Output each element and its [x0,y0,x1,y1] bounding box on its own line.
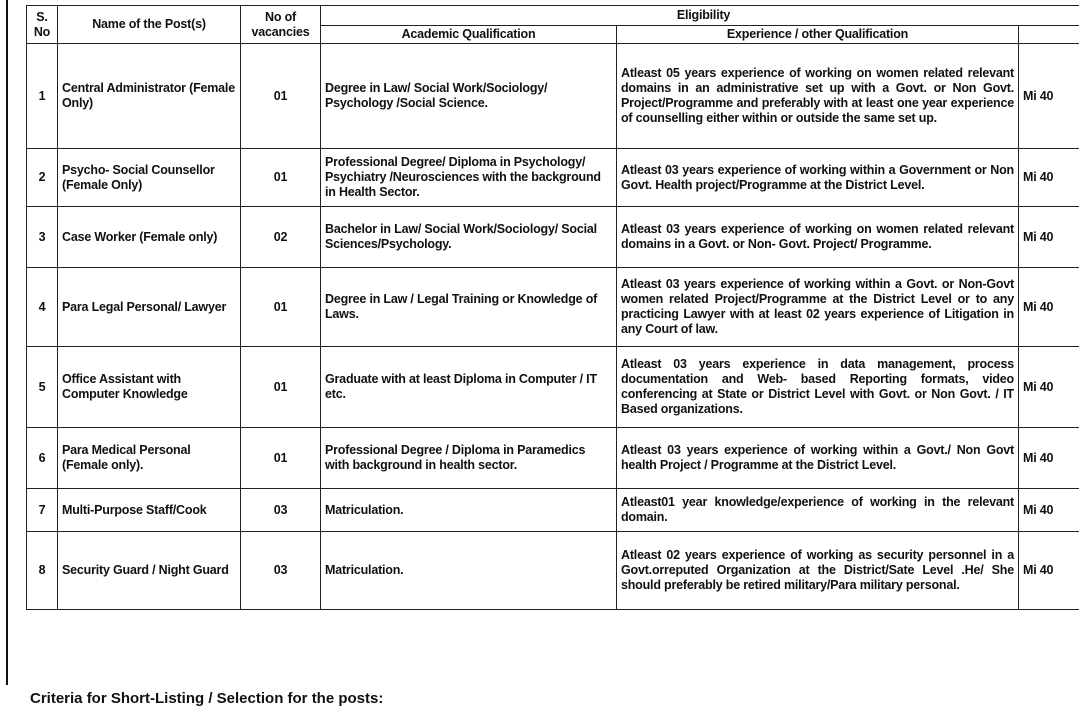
cell-vacancies: 01 [241,428,321,489]
cell-sno: 3 [27,207,58,268]
header-row [27,6,1079,26]
cell-experience: Atleast 05 years experience of working on women related relevant domains in an administrative set up with a Govt. or Non Govt. Project/Programme and preferably with at least one year experience of counselling either within or outside the same set up. [617,44,1019,149]
cell-academic: Professional Degree / Diploma in Paramedics with background in health sector. [321,428,617,489]
cell-age: Mi 40 [1019,489,1079,532]
cell-vacancies: 01 [241,44,321,149]
cell-academic: Degree in Law/ Social Work/Sociology/ Psychology /Social Science. [321,44,617,149]
cell-sno: 8 [27,532,58,610]
cell-academic: Degree in Law / Legal Training or Knowledge of Laws. [321,268,617,347]
cell-vacancies: 01 [241,149,321,207]
header-post-name: Name of the Post(s) [58,6,241,44]
cell-academic: Matriculation. [321,532,617,610]
cell-vacancies: 01 [241,268,321,347]
cell-age: Mi 40 [1019,347,1079,428]
cell-post: Psycho- Social Counsellor (Female Only) [58,149,241,207]
cell-experience: Atleast 03 years experience in data management, process documentation and Web- based Reporting formats, video conferencing at State or District Level with Govt. or Non Govt. / IT Based organizations. [617,347,1019,428]
cell-post: Security Guard / Night Guard [58,532,241,610]
table-row [27,532,1079,610]
cell-post: Multi-Purpose Staff/Cook [58,489,241,532]
table-row [27,207,1079,268]
cell-post: Central Administrator (Female Only) [58,44,241,149]
cell-sno: 7 [27,489,58,532]
cell-vacancies: 03 [241,532,321,610]
cell-post: Case Worker (Female only) [58,207,241,268]
header-academic: Academic Qualification [321,25,617,44]
cell-age: Mi 40 [1019,44,1079,149]
cell-experience: Atleast01 year knowledge/experience of working in the relevant domain. [617,489,1019,532]
cell-post: Para Medical Personal (Female only). [58,428,241,489]
table-row [27,489,1079,532]
criteria-heading: Criteria for Short-Listing / Selection for the posts: [30,690,384,707]
cell-vacancies: 02 [241,207,321,268]
cell-age: Mi 40 [1019,532,1079,610]
cell-experience: Atleast 03 years experience of working on women related relevant domains in a Govt. or Non- Govt. Project/ Programme. [617,207,1019,268]
cell-academic: Bachelor in Law/ Social Work/Sociology/ Social Sciences/Psychology. [321,207,617,268]
cell-experience: Atleast 03 years experience of working within a Govt./ Non Govt health Project / Programme at the District Level. [617,428,1019,489]
cell-age: Mi 40 [1019,207,1079,268]
posts-table [26,5,1079,610]
cell-sno: 4 [27,268,58,347]
cell-age: Mi 40 [1019,268,1079,347]
cell-academic: Graduate with at least Diploma in Computer / IT etc. [321,347,617,428]
page-border-line [6,0,8,685]
table-row [27,268,1079,347]
table-row [27,44,1079,149]
header-sno: S. No [27,6,58,44]
table-row [27,347,1079,428]
cell-age: Mi 40 [1019,149,1079,207]
cell-sno: 1 [27,44,58,149]
cell-sno: 5 [27,347,58,428]
header-eligibility: Eligibility [321,6,1079,26]
header-age [1019,25,1079,44]
table-row [27,428,1079,489]
cell-vacancies: 01 [241,347,321,428]
header-vacancies: No of vacancies [241,6,321,44]
cell-post: Para Legal Personal/ Lawyer [58,268,241,347]
cell-vacancies: 03 [241,489,321,532]
cell-academic: Matriculation. [321,489,617,532]
cell-experience: Atleast 03 years experience of working within a Government or Non Govt. Health project/Programme at the District Level. [617,149,1019,207]
cell-age: Mi 40 [1019,428,1079,489]
cell-sno: 2 [27,149,58,207]
header-experience: Experience / other Qualification [617,25,1019,44]
cell-experience: Atleast 03 years experience of working within a Govt. or Non-Govt women related Project/Programme at the District Level or to any practicing Lawyer with at least 02 years experience of Litigation in any Court of law. [617,268,1019,347]
cell-academic: Professional Degree/ Diploma in Psychology/ Psychiatry /Neurosciences with the background in Health Sector. [321,149,617,207]
cell-post: Office Assistant with Computer Knowledge [58,347,241,428]
cell-sno: 6 [27,428,58,489]
cell-experience: Atleast 02 years experience of working as security personnel in a Govt.orreputed Organization at the District/Sate Level .He/ She should preferably be retired military/Para military personal. [617,532,1019,610]
table-row [27,149,1079,207]
